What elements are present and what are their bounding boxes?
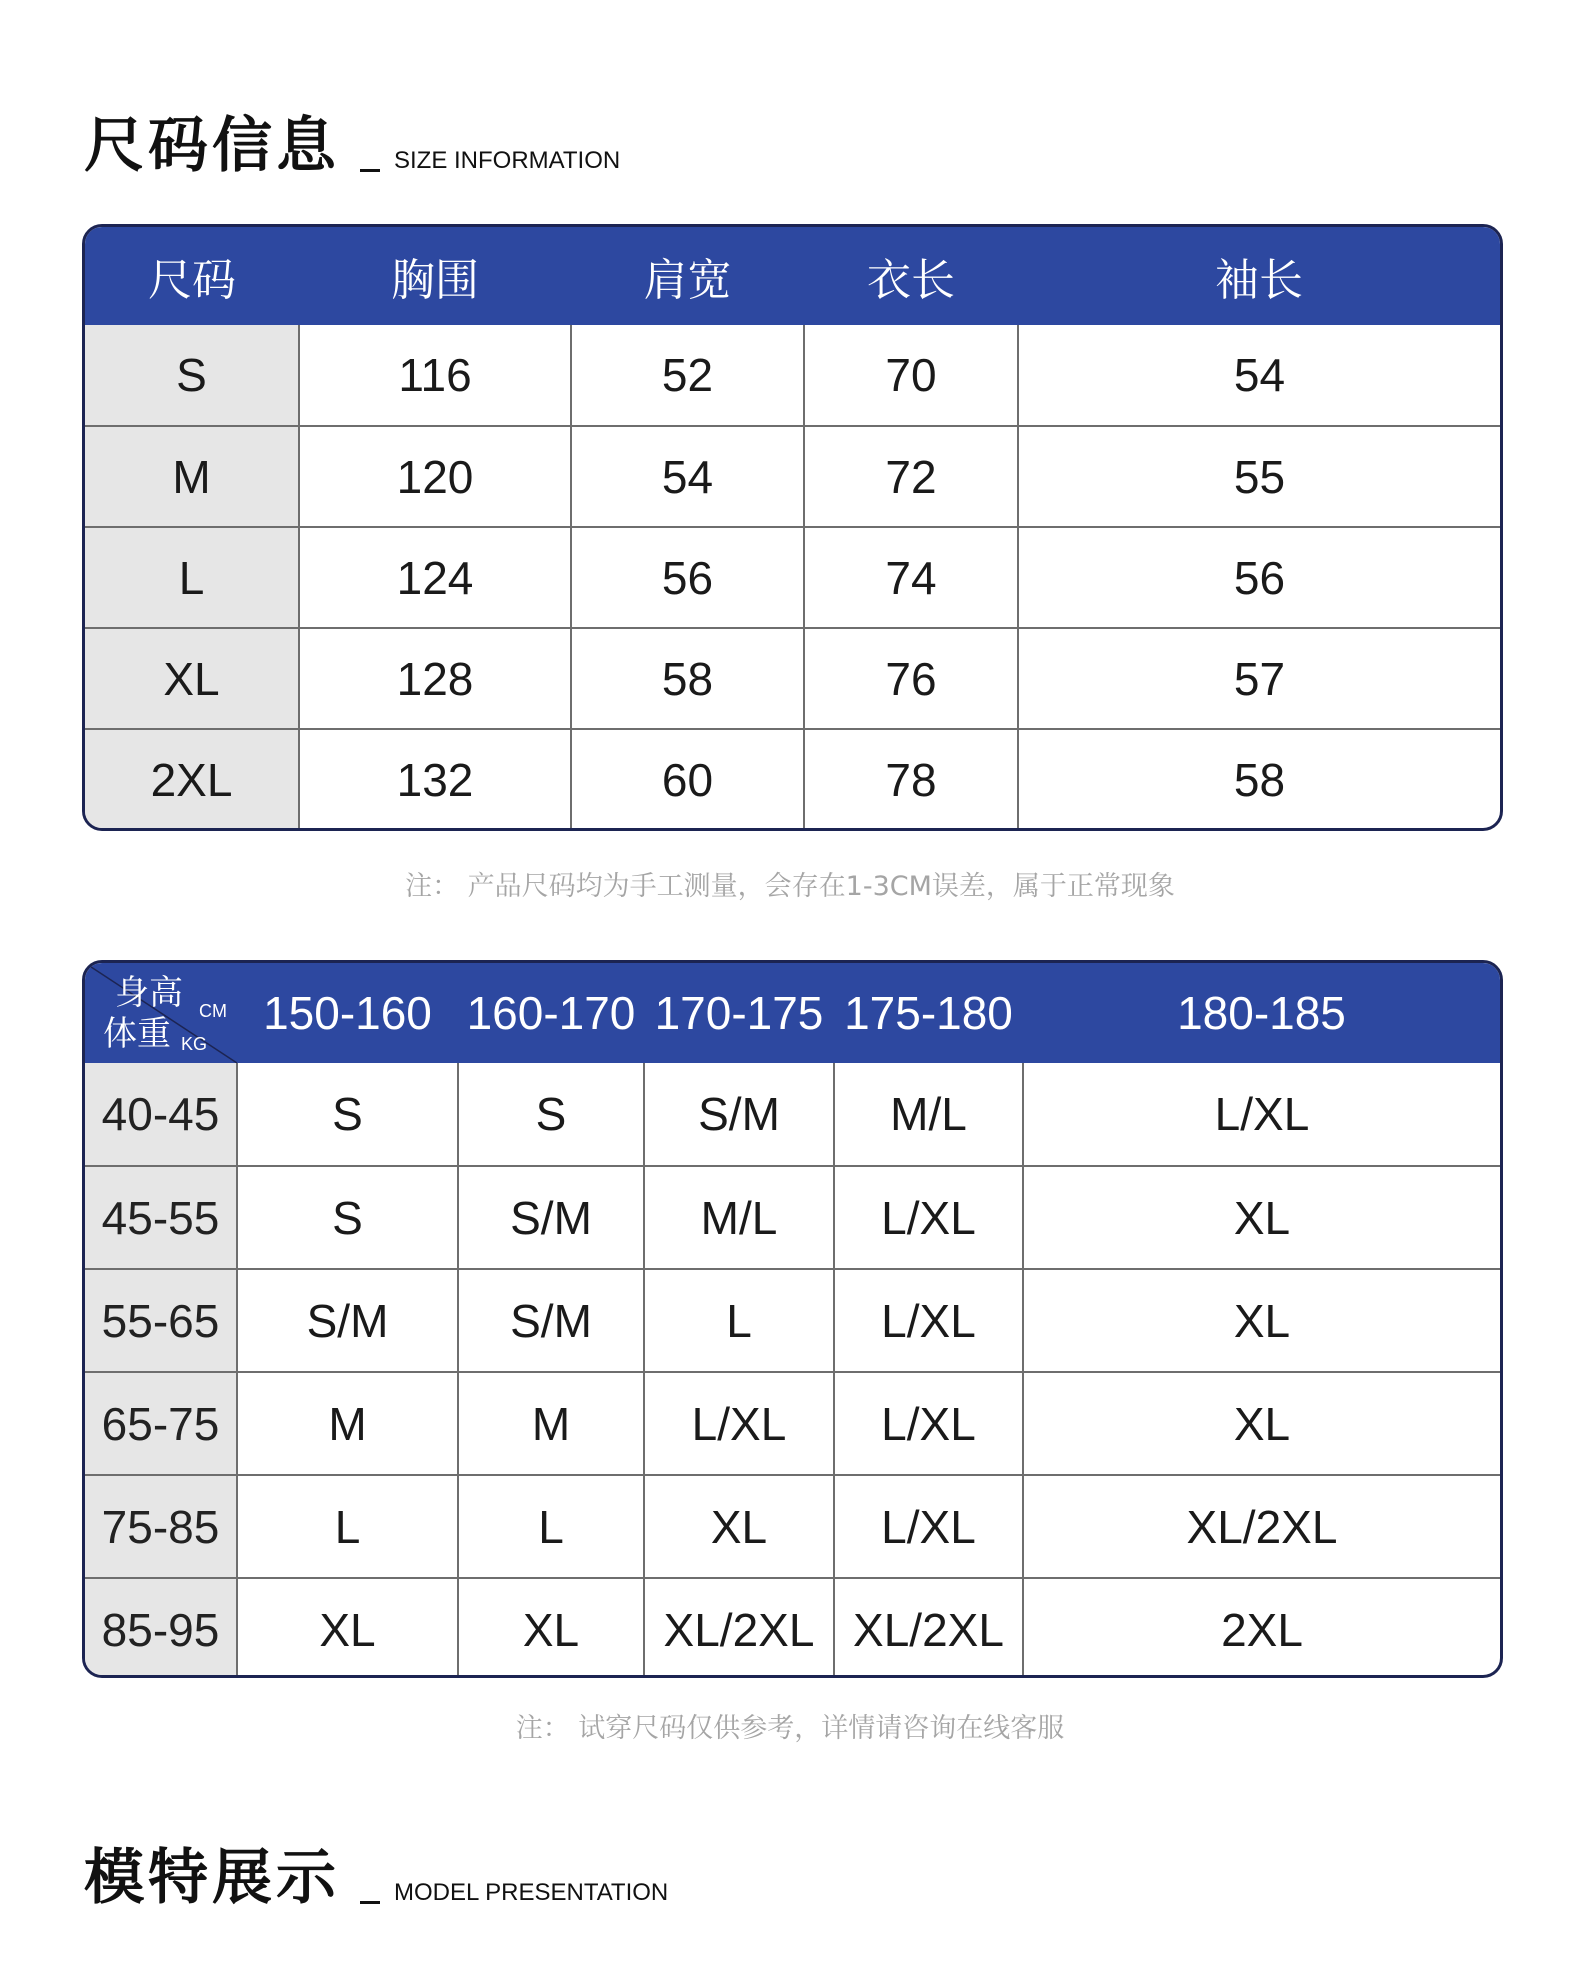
size-info-title-en: SIZE INFORMATION: [394, 147, 621, 174]
recommended-size-cell: L/XL: [834, 1166, 1023, 1269]
size-table: [85, 227, 1500, 830]
weight-unit: KG: [181, 1034, 208, 1054]
measurement-cell: 124: [299, 527, 571, 628]
recommended-size-cell: S/M: [458, 1269, 644, 1372]
recommendation-table: [85, 963, 1500, 1678]
recommended-size-cell: S/M: [644, 1063, 834, 1166]
size-table-header: 衣长: [804, 227, 1018, 325]
weight-range-cell: 85-95: [85, 1578, 237, 1678]
size-label-cell: S: [85, 325, 299, 426]
recommendation-table-header-row: [85, 963, 1500, 1063]
recommended-size-cell: L/XL: [834, 1475, 1023, 1578]
size-label-cell: M: [85, 426, 299, 527]
height-range-header: 170-175: [644, 963, 834, 1063]
height-range-header: 180-185: [1023, 963, 1500, 1063]
size-table-row: [85, 628, 1500, 729]
recommendation-row: [85, 1269, 1500, 1372]
height-unit: CM: [199, 1001, 227, 1021]
size-info-title: [84, 98, 620, 184]
recommended-size-cell: S/M: [237, 1269, 458, 1372]
recommended-size-cell: M/L: [644, 1166, 834, 1269]
recommendation-row: [85, 1372, 1500, 1475]
model-title-cn: 模特展示: [84, 1843, 340, 1913]
size-table-row: [85, 426, 1500, 527]
measurement-cell: 116: [299, 325, 571, 426]
model-title-en: MODEL PRESENTATION: [394, 1879, 669, 1906]
size-table-row: [85, 729, 1500, 830]
model-presentation-title: [84, 1830, 668, 1916]
recommended-size-cell: XL: [237, 1578, 458, 1678]
weight-label: 体重: [103, 1014, 171, 1054]
measurement-cell: 120: [299, 426, 571, 527]
recommendation-row: [85, 1166, 1500, 1269]
weight-range-cell: 75-85: [85, 1475, 237, 1578]
measurement-cell: 57: [1018, 628, 1500, 729]
height-label: 身高: [115, 973, 183, 1013]
recommendation-table-container: [82, 960, 1503, 1678]
recommended-size-cell: M: [237, 1372, 458, 1475]
height-range-header: 175-180: [834, 963, 1023, 1063]
measurement-cell: 72: [804, 426, 1018, 527]
recommended-size-cell: M/L: [834, 1063, 1023, 1166]
recommended-size-cell: XL: [1023, 1372, 1500, 1475]
measurement-cell: 58: [571, 628, 804, 729]
size-table-header: 肩宽: [571, 227, 804, 325]
recommended-size-cell: 2XL: [1221, 1604, 1303, 1656]
measurement-cell: 70: [804, 325, 1018, 426]
recommended-size-cell: L/XL: [834, 1269, 1023, 1372]
measurement-cell: 55: [1018, 426, 1500, 527]
recommended-size-cell: M: [458, 1372, 644, 1475]
size-table-header: 尺码: [85, 227, 299, 325]
weight-range-cell: 40-45: [85, 1063, 237, 1166]
measurement-cell: 56: [571, 527, 804, 628]
measurement-cell: 76: [804, 628, 1018, 729]
size-table-row: [85, 325, 1500, 426]
weight-range-cell: 55-65: [85, 1269, 237, 1372]
recommended-size-cell: L: [237, 1475, 458, 1578]
corner-header-cell: [85, 963, 237, 1063]
size-label-cell: L: [85, 527, 299, 628]
recommendation-row: [85, 1063, 1500, 1166]
measurement-cell: 78: [804, 729, 1018, 830]
recommended-size-cell: XL: [644, 1475, 834, 1578]
recommended-size-cell: XL: [458, 1578, 644, 1678]
measurement-cell: 54: [1018, 325, 1500, 426]
recommended-size-cell: L/XL: [644, 1372, 834, 1475]
measurement-cell: 54: [571, 426, 804, 527]
size-label-cell: XL: [85, 628, 299, 729]
size-table-header: 胸围: [299, 227, 571, 325]
size-info-title-cn: 尺码信息: [84, 111, 340, 181]
measurement-cell: 132: [299, 729, 571, 830]
fit-reference-note: 注： 试穿尺码仅供参考，详情请咨询在线客服: [515, 1713, 1065, 1744]
measurement-cell: 56: [1018, 527, 1500, 628]
weight-range-cell: 65-75: [85, 1372, 237, 1475]
size-table-body: [85, 325, 1500, 830]
recommendation-row: [85, 1475, 1500, 1578]
recommended-size-cell: L: [458, 1475, 644, 1578]
recommended-size-cell: XL: [1023, 1166, 1500, 1269]
measurement-cell: 128: [299, 628, 571, 729]
size-table-container: [82, 224, 1503, 831]
recommendation-table-body: [85, 1063, 1500, 1678]
recommended-size-cell: L/XL: [1023, 1063, 1500, 1166]
recommended-size-cell: L: [644, 1269, 834, 1372]
recommendation-row: [85, 1578, 1500, 1678]
size-table-header-row: [85, 227, 1500, 325]
recommended-size-cell: S/M: [458, 1166, 644, 1269]
corner-header: [85, 963, 237, 1063]
recommended-size-cell: XL/2XL: [644, 1578, 834, 1678]
measurement-cell: 52: [571, 325, 804, 426]
height-range-header: 160-170: [458, 963, 644, 1063]
recommended-size-cell: S: [237, 1063, 458, 1166]
recommended-size-cell: XL/2XL: [1023, 1475, 1500, 1578]
recommended-size-cell: XL: [1023, 1269, 1500, 1372]
height-range-header: 150-160: [237, 963, 458, 1063]
measurement-note: 注： 产品尺码均为手工测量，会存在1-3CM误差，属于正常现象: [405, 871, 1175, 902]
measurement-cell: 74: [804, 527, 1018, 628]
measurement-cell: 58: [1233, 754, 1286, 806]
recommended-size-cell: XL/2XL: [834, 1578, 1023, 1678]
recommended-size-cell: S: [458, 1063, 644, 1166]
title-dash: [360, 1901, 380, 1904]
size-table-row: [85, 527, 1500, 628]
recommended-size-cell: S: [237, 1166, 458, 1269]
weight-range-cell: 45-55: [85, 1166, 237, 1269]
size-label-cell: 2XL: [85, 729, 299, 830]
recommended-size-cell: L/XL: [834, 1372, 1023, 1475]
measurement-cell: 60: [571, 729, 804, 830]
title-dash: [360, 169, 380, 172]
size-table-header: 袖长: [1018, 227, 1500, 325]
